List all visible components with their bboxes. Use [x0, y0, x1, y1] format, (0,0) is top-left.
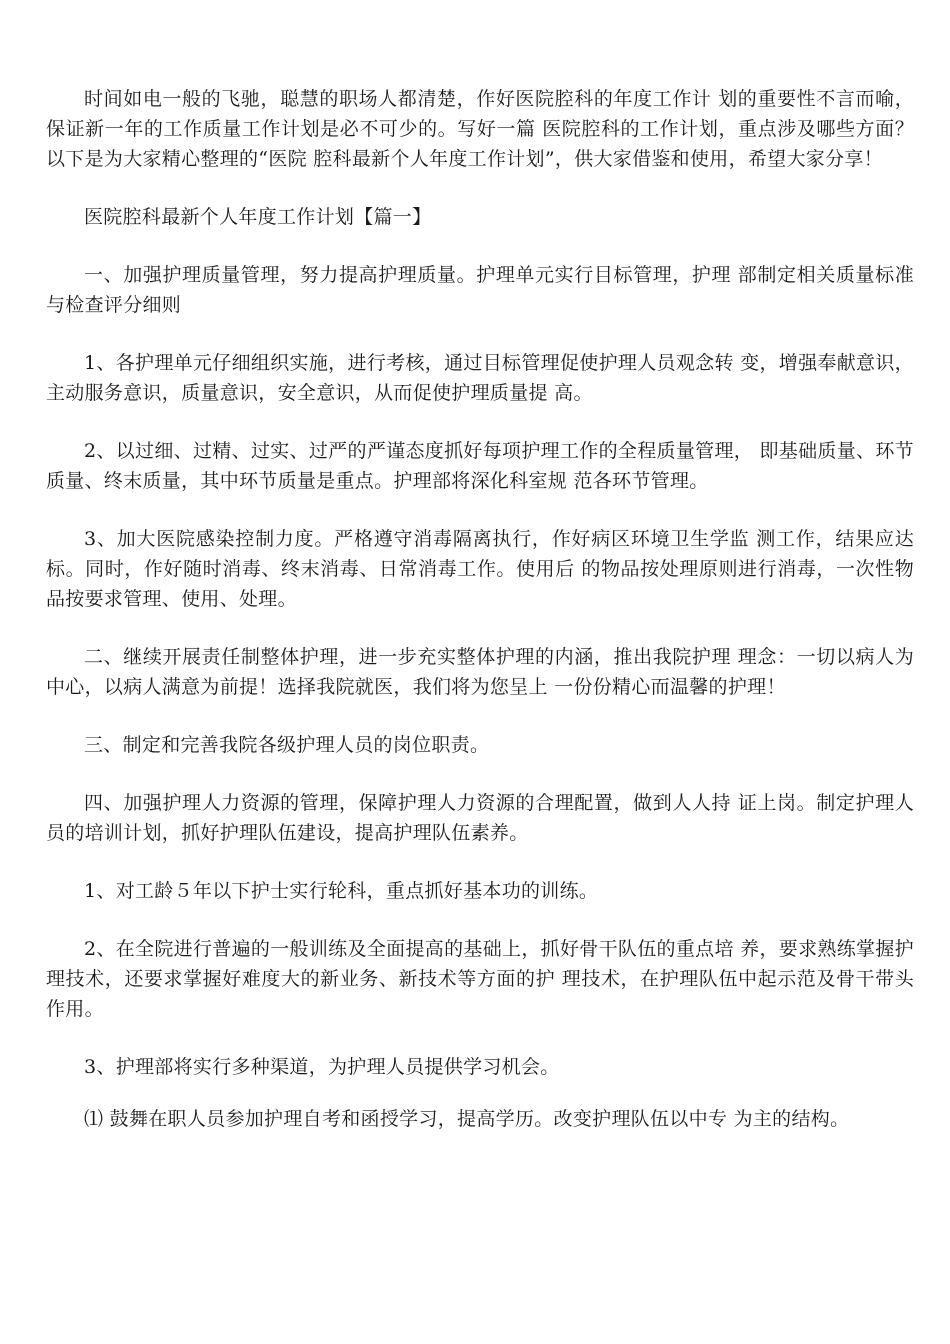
- subitem-2-backbone-training: 2、在全院进行普遍的一般训练及全面提高的基础上，抓好骨干队伍的重点培 养，要求熟练掌握护理技术，还要求掌握好难度大的新业务、新技术等方面的护 理技术，在护理队伍中起示范及骨干带头作用。: [46, 938, 914, 1020]
- subitem-3-infection-control: 3、加大医院感染控制力度。严格遵守消毒隔离执行，作好病区环境卫生学监 测工作，结果应达标。同时，作好随时消毒、终末消毒、日常消毒工作。使用后 的物品按处理原则进行消毒，一次性物品按要求管理、使用、处理。: [46, 528, 914, 610]
- section-title: 医院腔科最新个人年度工作计划【篇一】: [84, 206, 432, 228]
- item-3-job-duties: 三、制定和完善我院各级护理人员的岗位职责。: [84, 734, 490, 756]
- item-4-human-resources: 四、加强护理人力资源的管理，保障护理人力资源的合理配置，做到人人持 证上岗。制定护理人员的培训计划，抓好护理队伍建设，提高护理队伍素养。: [46, 792, 914, 844]
- subitem-1-rotation: 1、对工龄５年以下护士实行轮科，重点抓好基本功的训练。: [84, 880, 599, 902]
- item-1-quality-management: 一、加强护理质量管理，努力提高护理质量。护理单元实行目标管理，护理 部制定相关质量标准与检查评分细则: [46, 264, 914, 316]
- intro-paragraph: 时间如电一般的飞驰，聪慧的职场人都清楚，作好医院腔科的年度工作计 划的重要性不言而喻，保证新一年的工作质量工作计划是必不可少的。写好一篇 医院腔科的工作计划，重点涉及哪些方面？以下是为大家精心整理的“医院 腔科最新个人年度工作计划”，供大家借鉴和使用，希望大家分享！: [46, 88, 914, 170]
- subitem-3-learning-channels: 3、护理部将实行多种渠道，为护理人员提供学习机会。: [84, 1056, 560, 1078]
- item-2-holistic-care: 二、继续开展责任制整体护理，进一步充实整体护理的内涵，推出我院护理 理念：一切以病人为中心，以病人满意为前提！选择我院就医，我们将为您呈上 一份份精心而温馨的护理！: [46, 646, 914, 698]
- subitem-1-unit-assessment: 1、各护理单元仔细组织实施，进行考核，通过目标管理促使护理人员观念转 变，增强奉献意识，主动服务意识，质量意识，安全意识，从而促使护理质量提 高。: [46, 352, 914, 404]
- subitem-2-process-quality: 2、以过细、过精、过实、过严的严谨态度抓好每项护理工作的全程质量管理， 即基础质量、环节质量、终末质量，其中环节质量是重点。护理部将深化科室规 范各环节管理。: [46, 440, 914, 492]
- subitem-encourage-education: ⑴ 鼓舞在职人员参加护理自考和函授学习，提高学历。改变护理队伍以中专 为主的结构。: [84, 1108, 850, 1130]
- document-page: [46, 84, 914, 1162]
